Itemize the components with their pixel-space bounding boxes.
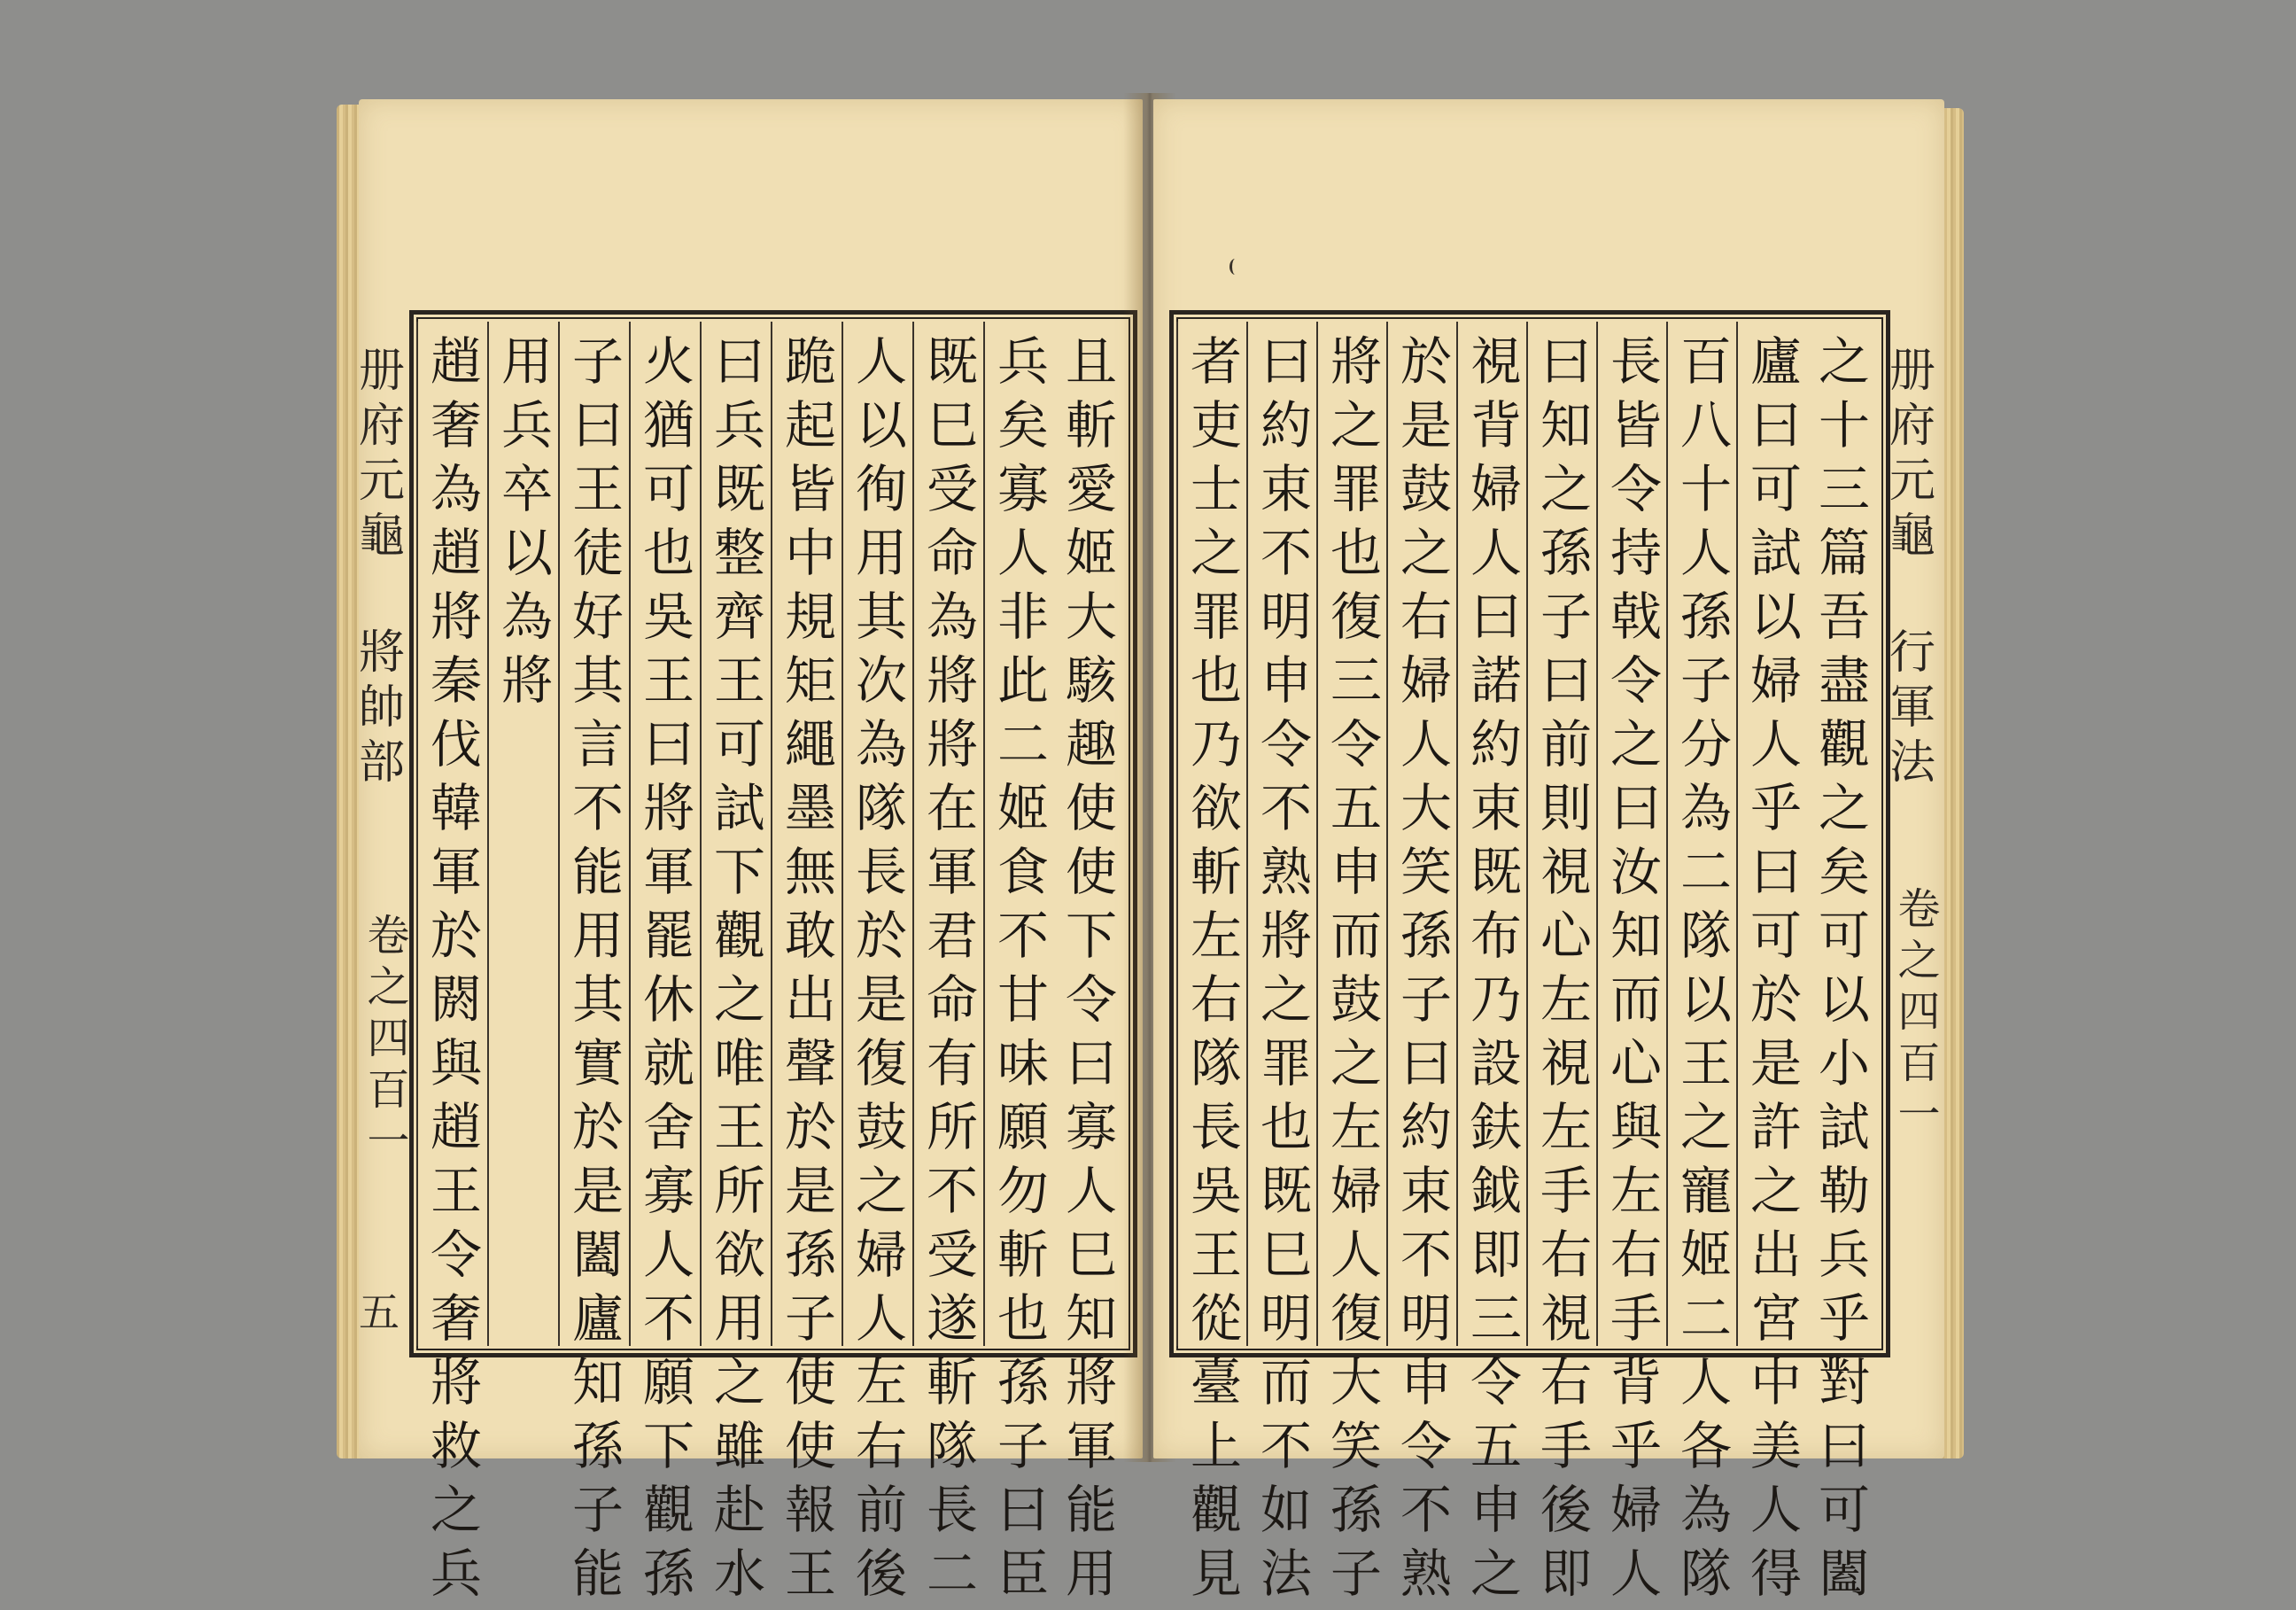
left-column-1	[1053, 322, 1121, 1610]
right-column-1	[1806, 322, 1873, 1610]
left-volume-label: 卷之四百一	[360, 913, 409, 1170]
left-column-10	[416, 322, 485, 1610]
right-column-2-text: 廬曰可試以婦人乎曰可於是許之出宮中美人得	[1741, 334, 1802, 1610]
left-column-5-text: 跪起皆中規矩繩墨無敢出聲於是孫子使使報王	[776, 334, 836, 1610]
left-column-8	[558, 322, 627, 1610]
left-page-number: 五	[359, 1288, 399, 1336]
right-column-9	[1246, 322, 1315, 1610]
right-column-6	[1456, 322, 1525, 1610]
right-margin-title-strip	[1876, 310, 1940, 1349]
right-column-1-text: 之十三篇吾盡觀之矣可以小試勒兵乎對曰可闔	[1810, 334, 1870, 1610]
right-column-7-text: 於是鼓之右婦人大笑孫子曰約束不明申令不熟	[1392, 334, 1452, 1610]
left-column-5	[771, 322, 840, 1610]
right-column-8	[1316, 322, 1385, 1610]
left-column-9	[487, 322, 556, 1346]
left-column-9-text: 用兵卒以為將	[493, 334, 553, 717]
left-column-2	[983, 322, 1052, 1610]
left-column-7-text: 火猶可也吳王曰將軍罷休就舍寡人不願下觀孫	[634, 334, 694, 1610]
left-column-3-text: 既巳受命為將將在軍君命有所不受遂斬隊長二	[918, 334, 978, 1610]
left-column-3	[912, 322, 981, 1610]
left-margin-title: 册府元龜 將帥部	[350, 346, 404, 792]
right-volume-label: 卷之四百一	[1890, 886, 1940, 1143]
left-column-6-text: 曰兵既整齊王可試下觀之唯王所欲用之雖赴水	[705, 334, 765, 1610]
left-column-2-text: 兵矣寡人非此二姬食不甘味願勿斬也孫子曰臣	[989, 334, 1049, 1610]
right-column-10	[1176, 322, 1245, 1610]
right-column-5-text: 曰知之孫子曰前則視心左視左手右視右手後即	[1532, 334, 1592, 1610]
right-column-5	[1526, 322, 1595, 1610]
right-text-frame	[1169, 310, 1890, 1610]
left-column-4	[842, 322, 911, 1610]
right-margin-title: 册府元龜 行軍法	[1881, 346, 1935, 792]
left-column-1-text: 且斬愛姬大駭趣使使下令曰寡人巳知將軍能用	[1057, 334, 1117, 1610]
right-column-2	[1736, 322, 1805, 1610]
right-column-9-text: 曰約束不明申令不熟將之罪也既巳明而不如法	[1252, 334, 1312, 1610]
left-column-6	[700, 322, 769, 1610]
right-column-4	[1596, 322, 1665, 1610]
right-column-7	[1386, 322, 1455, 1610]
right-column-8-text: 將之罪也復三令五申而鼓之左婦人復大笑孫子	[1322, 334, 1382, 1610]
right-column-3	[1666, 322, 1735, 1610]
fold-mark	[1229, 259, 1241, 275]
right-column-3-text: 百八十人孫子分為二隊以王之寵姬二人各為隊	[1672, 334, 1732, 1610]
right-column-4-text: 長皆令持戟令之曰汝知而心與左右手背乎婦人	[1602, 334, 1662, 1610]
right-column-6-text: 視背婦人曰諾約束既布乃設鈇鉞即三令五申之	[1462, 334, 1522, 1610]
left-column-8-text: 子曰王徒好其言不能用其實於是闔廬知孫子能	[563, 334, 624, 1610]
left-column-10-text: 趙奢為趙將秦伐韓軍於閼與趙王令奢將救之兵	[422, 334, 482, 1610]
left-text-frame	[409, 310, 1137, 1610]
right-column-10-text: 者吏士之罪也乃欲斬左右隊長吳王從臺上觀見	[1182, 334, 1242, 1610]
left-column-4-text: 人以徇用其次為隊長於是復鼓之婦人左右前後	[847, 334, 907, 1610]
left-column-7	[629, 322, 698, 1610]
left-margin-title-strip	[345, 310, 409, 1349]
